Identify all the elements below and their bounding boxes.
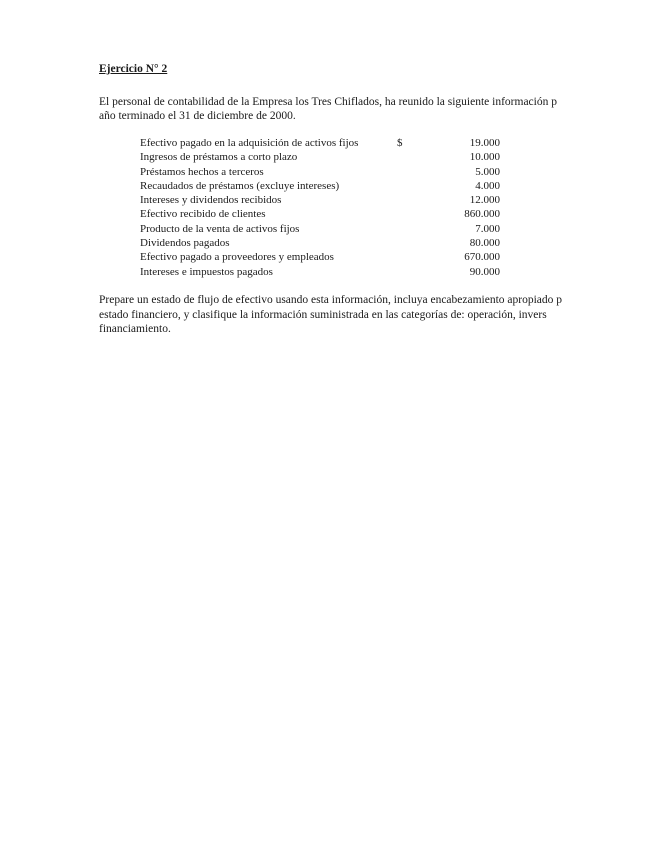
item-amount: 5.000 bbox=[475, 165, 500, 178]
list-item bbox=[140, 193, 520, 207]
list-item bbox=[140, 236, 520, 250]
item-amount: 90.000 bbox=[469, 265, 500, 278]
outro-line: financiamiento. bbox=[99, 323, 171, 336]
item-label: Intereses y dividendos recibidos bbox=[140, 194, 282, 207]
item-label: Recaudados de préstamos (excluye intereses) bbox=[140, 179, 340, 192]
item-label: Ingresos de préstamos a corto plazo bbox=[140, 151, 298, 164]
item-label: Efectivo recibido de clientes bbox=[140, 208, 266, 221]
list-item bbox=[140, 150, 520, 164]
item-amount: 10.000 bbox=[469, 151, 500, 164]
item-amount: 19.000 bbox=[469, 137, 500, 149]
outro-line: Prepare un estado de flujo de efectivo usando esta información, incluya encabezamiento apropiado p bbox=[99, 294, 563, 306]
list-item bbox=[140, 250, 520, 264]
instructions-paragraph bbox=[99, 293, 655, 337]
outro-line: estado financiero, y clasifique la información suministrada en las categorías de: operación, invers bbox=[99, 308, 547, 321]
item-amount: 4.000 bbox=[475, 179, 500, 192]
list-item bbox=[140, 136, 520, 150]
item-amount: 670.000 bbox=[464, 251, 500, 264]
list-item bbox=[140, 207, 520, 221]
item-label: Dividendos pagados bbox=[140, 237, 230, 250]
item-label: Efectivo pagado a proveedores y empleados bbox=[140, 251, 334, 264]
item-label: Efectivo pagado en la adquisición de activos fijos bbox=[140, 137, 359, 149]
intro-paragraph bbox=[99, 96, 655, 123]
item-label: Producto de la venta de activos fijos bbox=[140, 222, 300, 235]
item-amount: 7.000 bbox=[475, 222, 500, 235]
item-currency: $ bbox=[397, 137, 403, 149]
list-item bbox=[140, 179, 520, 193]
list-item bbox=[140, 165, 520, 179]
intro-line: año terminado el 31 de diciembre de 2000. bbox=[99, 109, 296, 122]
item-label: Préstamos hechos a terceros bbox=[140, 165, 264, 178]
item-amount: 860.000 bbox=[464, 208, 500, 221]
item-amount: 12.000 bbox=[469, 194, 500, 207]
list-item bbox=[140, 265, 520, 279]
item-label: Intereses e impuestos pagados bbox=[140, 265, 273, 278]
cash-items-list bbox=[140, 136, 520, 279]
item-amount: 80.000 bbox=[469, 237, 500, 250]
list-item bbox=[140, 222, 520, 236]
intro-line: El personal de contabilidad de la Empresa los Tres Chiflados, ha reunido la siguiente información p bbox=[99, 96, 557, 108]
exercise-title: Ejercicio N° 2 bbox=[99, 63, 168, 75]
